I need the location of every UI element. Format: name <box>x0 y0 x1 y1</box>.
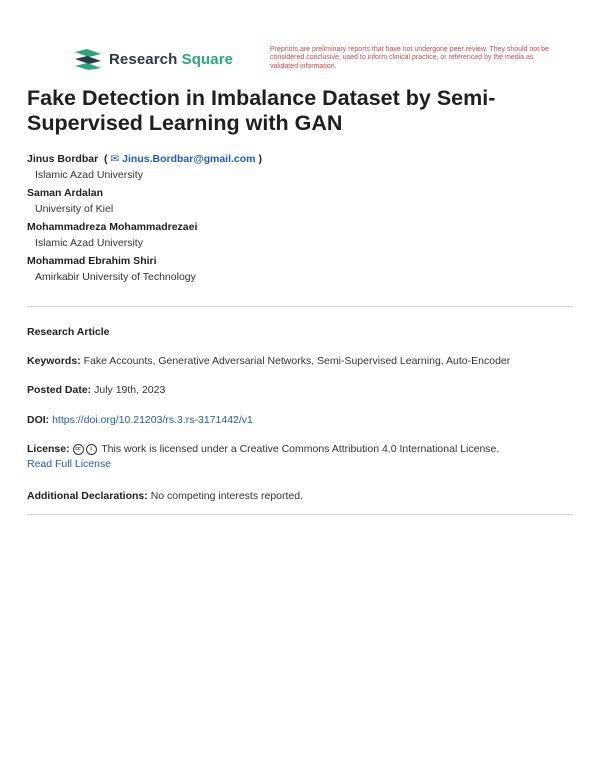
preprint-disclaimer: Preprints are preliminary reports that have not undergone peer review. They should not be considered conclusive, used to inform clinical practice, or referenced by the media as validated information. <box>270 46 549 70</box>
research-square-logo[interactable] <box>74 48 233 70</box>
license <box>27 442 573 472</box>
doi-label: DOI: <box>27 414 50 426</box>
author-email: Jinus.Bordbar@gmail.com <box>122 153 256 165</box>
keywords <box>27 354 573 369</box>
author-name: Mohammad Ebrahim Shiri <box>27 255 157 267</box>
posted-date-value: July 19th, 2023 <box>94 384 166 396</box>
license-text: This work is licensed under a Creative Commons Attribution 4.0 International License. <box>101 443 500 455</box>
license-label: License: <box>27 443 70 455</box>
declarations-value: No competing interests reported. <box>150 490 304 502</box>
article-type <box>27 325 573 340</box>
author-list <box>27 152 572 288</box>
doi <box>27 413 573 428</box>
author-affiliation: Islamic Azad University <box>35 237 143 249</box>
posted-date <box>27 383 573 398</box>
keywords-label: Keywords: <box>27 355 81 367</box>
research-square-logo-icon <box>74 48 102 70</box>
logo-text-primary: Research <box>109 50 178 68</box>
article-type-label: Research Article <box>27 326 110 338</box>
author-entry <box>27 220 572 252</box>
logo-text <box>109 51 233 68</box>
posted-date-label: Posted Date: <box>27 384 92 396</box>
author-name: Jinus Bordbar <box>27 153 99 165</box>
read-full-license-link[interactable]: Read Full License <box>27 458 112 470</box>
header <box>74 46 549 76</box>
author-name: Saman Ardalan <box>27 187 104 199</box>
email-icon: ✉ <box>110 153 120 165</box>
doi-link[interactable]: https://doi.org/10.21203/rs.3.rs-3171442/v1 <box>52 414 253 426</box>
author-affiliation: Islamic Azad University <box>35 169 143 181</box>
paper-title: Fake Detection in Imbalance Dataset by Semi-Supervised Learning with GAN <box>27 86 496 135</box>
cc-icon: cc <box>73 444 84 455</box>
keywords-value: Fake Accounts, Generative Adversarial Networks, Semi-Supervised Learning, Auto-Encoder <box>83 355 511 367</box>
author-entry <box>27 152 572 184</box>
by-icon: i <box>86 444 97 455</box>
author-affiliation: University of Kiel <box>35 203 114 215</box>
author-email-link[interactable] <box>110 153 258 165</box>
divider <box>27 306 573 307</box>
author-name-line: Jinus Bordbar ( ✉ Jinus.Bordbar@gmail.com ) <box>27 153 262 165</box>
author-entry <box>27 186 572 218</box>
author-affiliation: Amirkabir University of Technology <box>35 271 196 283</box>
author-entry <box>27 254 572 286</box>
declarations-label: Additional Declarations: <box>27 490 148 502</box>
divider <box>27 514 573 515</box>
logo-text-accent: Square <box>181 50 234 68</box>
author-name: Mohammadreza Mohammadrezaei <box>27 221 198 233</box>
additional-declarations <box>27 489 573 504</box>
